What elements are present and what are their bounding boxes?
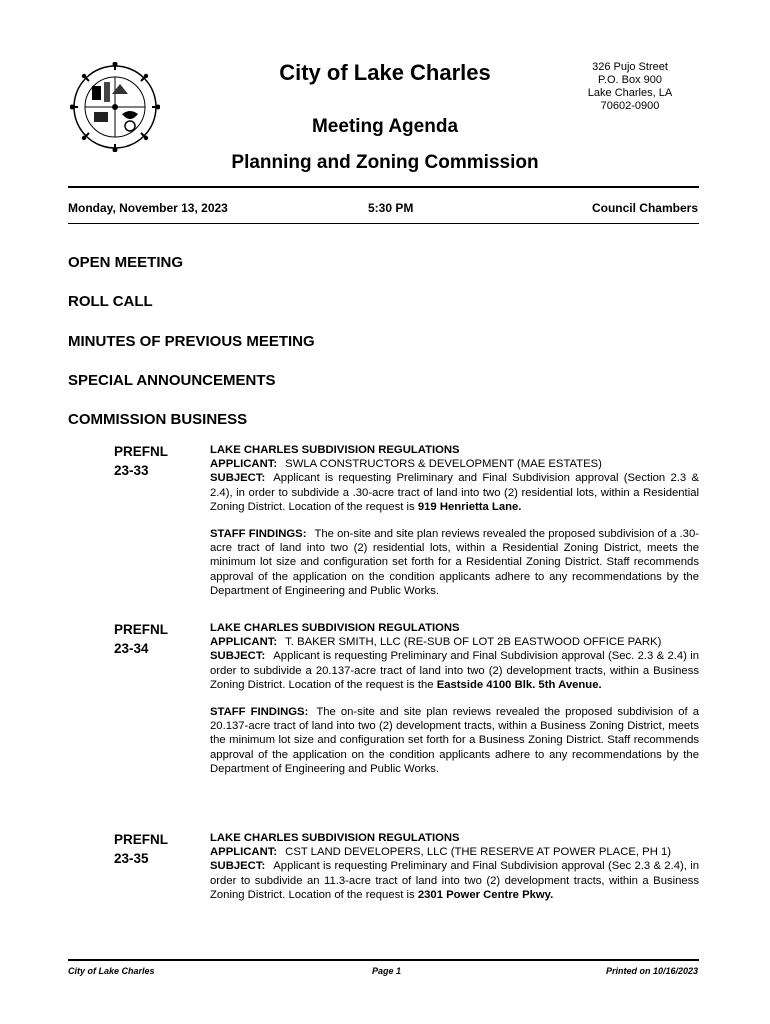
applicant-label: APPLICANT: (210, 458, 278, 471)
print-date: Printed on 10/16/2023 (605, 966, 698, 976)
agenda-item (210, 443, 699, 598)
page-number: Page 1 (372, 966, 402, 976)
item-applicant (210, 457, 699, 471)
meeting-location: Council Chambers (591, 201, 698, 215)
item-subject (210, 859, 699, 902)
item-subject (210, 471, 699, 514)
findings-label: STAFF FINDINGS: (210, 706, 309, 719)
item-number: 23-35 (114, 851, 149, 866)
footer-divider (68, 959, 699, 961)
applicant-label: APPLICANT: (210, 636, 278, 649)
section-open-meeting: OPEN MEETING (68, 254, 184, 271)
item-number: 23-34 (114, 641, 149, 656)
item-heading: LAKE CHARLES SUBDIVISION REGULATIONS (210, 832, 460, 844)
footer-organization: City of Lake Charles (68, 966, 155, 976)
item-heading: LAKE CHARLES SUBDIVISION REGULATIONS (210, 444, 460, 456)
section-roll-call: ROLL CALL (68, 293, 153, 310)
applicant-value: SWLA CONSTRUCTORS & DEVELOPMENT (MAE ESTATES) (285, 458, 602, 471)
subject-label: SUBJECT: (210, 860, 266, 873)
address-line: 326 Pujo Street (592, 61, 668, 73)
divider (68, 186, 699, 188)
meeting-date: Monday, November 13, 2023 (68, 201, 228, 215)
applicant-label: APPLICANT: (210, 846, 278, 859)
location-value: 919 Henrietta Lane. (417, 500, 522, 513)
item-number: 23-33 (114, 463, 149, 478)
item-code: PREFNL (114, 622, 168, 637)
location-value: Eastside 4100 Blk. 5th Avenue. (436, 678, 602, 691)
item-findings (210, 527, 699, 598)
item-applicant (210, 845, 699, 859)
address-line: P.O. Box 900 (597, 74, 662, 86)
findings-value: The on-site and site plan reviews revealed the proposed subdivision of a 20.137-acre tract of land into two (2) development tracts, within a Business Zoning District, meets the minimum lot size and configuration set forth for a Business Zoning District. Staff recommends approval of the application on the condition applicants adhere to any recommendations by the Department of Engineering and Public Works. (210, 706, 699, 775)
item-subject (210, 649, 699, 692)
document-type-heading: Meeting Agenda (311, 116, 459, 137)
findings-value: The on-site and site plan reviews revealed the proposed subdivision of a .30-acre tract of land into two (2) residential lots, within a Residential Zoning District, meets the minimum lot size and configuration set forth for a Residential Zoning District. Staff recommends approval of the application on the condition applicants adhere to any recommendations by the Department of Engineering and Public Works. (210, 528, 699, 597)
item-code: PREFNL (114, 444, 168, 459)
agenda-item-id (114, 620, 168, 658)
subject-label: SUBJECT: (210, 650, 266, 663)
board-heading: Planning and Zoning Commission (231, 152, 539, 173)
section-announcements: SPECIAL ANNOUNCEMENTS (68, 372, 276, 389)
section-commission-business: COMMISSION BUSINESS (68, 411, 248, 428)
address-block (560, 61, 700, 113)
section-minutes: MINUTES OF PREVIOUS MEETING (68, 333, 315, 350)
subject-value: Applicant is requesting Preliminary and Final Subdivision approval (Section 2.3 & 2.4), in order to subdivide a .30-acre tract of land into two (2) residential lots, within a Residential Zoning District. Location of the request is (210, 472, 699, 513)
page-title: City of Lake Charles (279, 60, 491, 85)
subject-value: Applicant is requesting Preliminary and Final Subdivision approval (Sec 2.3 & 2.4), in order to subdivide an 11.3-acre tract of land into two (2) development tracts, within a Business Zoning District. Location of the request is (210, 860, 699, 901)
subject-value: Applicant is requesting Preliminary and Final Subdivision approval (Sec. 2.3 & 2.4) in order to subdivide a 20.137-acre tract of land into two (2) development tracts, within a Business Zoning District. Location of the request is the (210, 650, 699, 691)
subject-label: SUBJECT: (210, 472, 266, 485)
agenda-item-id (114, 830, 168, 868)
item-findings (210, 705, 699, 776)
applicant-value: CST LAND DEVELOPERS, LLC (THE RESERVE AT POWER PLACE, PH 1) (285, 846, 672, 859)
agenda-item (210, 831, 699, 902)
item-heading: LAKE CHARLES SUBDIVISION REGULATIONS (210, 622, 460, 634)
agenda-item-id (114, 442, 168, 480)
findings-label: STAFF FINDINGS: (210, 528, 307, 541)
meeting-time: 5:30 PM (368, 201, 414, 215)
divider (68, 223, 699, 224)
location-value: 2301 Power Centre Pkwy. (417, 888, 554, 901)
address-line: Lake Charles, LA (587, 87, 673, 99)
applicant-value: T. BAKER SMITH, LLC (RE-SUB OF LOT 2B EASTWOOD OFFICE PARK) (285, 636, 662, 649)
agenda-item (210, 621, 699, 776)
address-line: 70602-0900 (600, 100, 660, 112)
item-applicant (210, 635, 699, 649)
item-code: PREFNL (114, 832, 168, 847)
